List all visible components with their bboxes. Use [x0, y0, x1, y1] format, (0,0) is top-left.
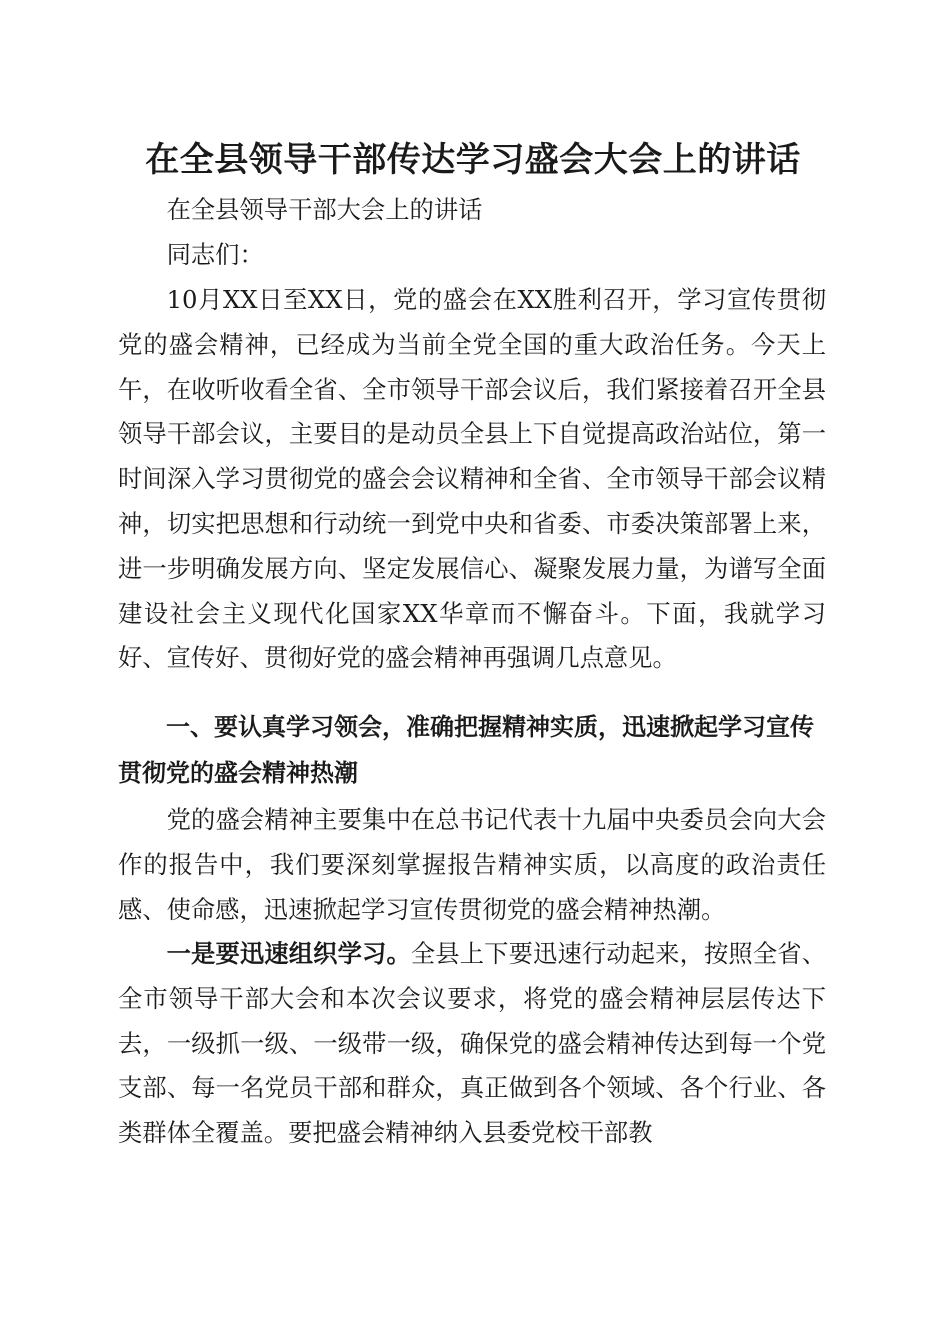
salutation: 同志们： [166, 240, 264, 269]
point-1-lead: 一是要迅速组织学习。 [166, 939, 411, 968]
point-1-paragraph [118, 932, 826, 1156]
intro-paragraph: 10月XX日至XX日，党的盛会在XX胜利召开，学习宣传贯彻党的盛会精神，已经成为当前全党全国的重大政治任务。今天上午，在收听收看全省、全市领导干部会议后，我们紧接着召开全县领导干部会议，主要目的是动员全县上下自觉提高政治站位，第一时间深入学习贯彻党的盛会会议精神和全省、全市领导干部会议精神，切实把思想和行动统一到党中央和省委、市委决策部署上来，进一步明确发展方向、坚定发展信心、凝聚发展力量，为谱写全面建设社会主义现代化国家XX华章而不懈奋斗。下面，我就学习好、宣传好、贯彻好党的盛会精神再强调几点意见。 [118, 285, 826, 673]
document-title: 在全县领导干部传达学习盛会大会上的讲话 [145, 140, 801, 180]
point-1-text: 全县上下要迅速行动起来，按照全省、全市领导干部大会和本次会议要求，将党的盛会精神层层传达下去，一级抓一级、一级带一级，确保党的盛会精神传达到每一个党支部、每一名党员干部和群众，真正做到各个领域、各个行业、各类群体全覆盖。要把盛会精神纳入县委党校干部教 [118, 939, 827, 1148]
document-subtitle: 在全县领导干部大会上的讲话 [166, 195, 483, 224]
section-heading-1: 一、要认真学习领会，准确把握精神实质，迅速掀起学习宣传贯彻党的盛会精神热潮 [118, 713, 814, 787]
section-1-paragraph: 党的盛会精神主要集中在总书记代表十九届中央委员会向大会作的报告中，我们要深刻掌握报告精神实质，以高度的政治责任感、使命感，迅速掀起学习宣传贯彻党的盛会精神热潮。 [118, 805, 826, 924]
